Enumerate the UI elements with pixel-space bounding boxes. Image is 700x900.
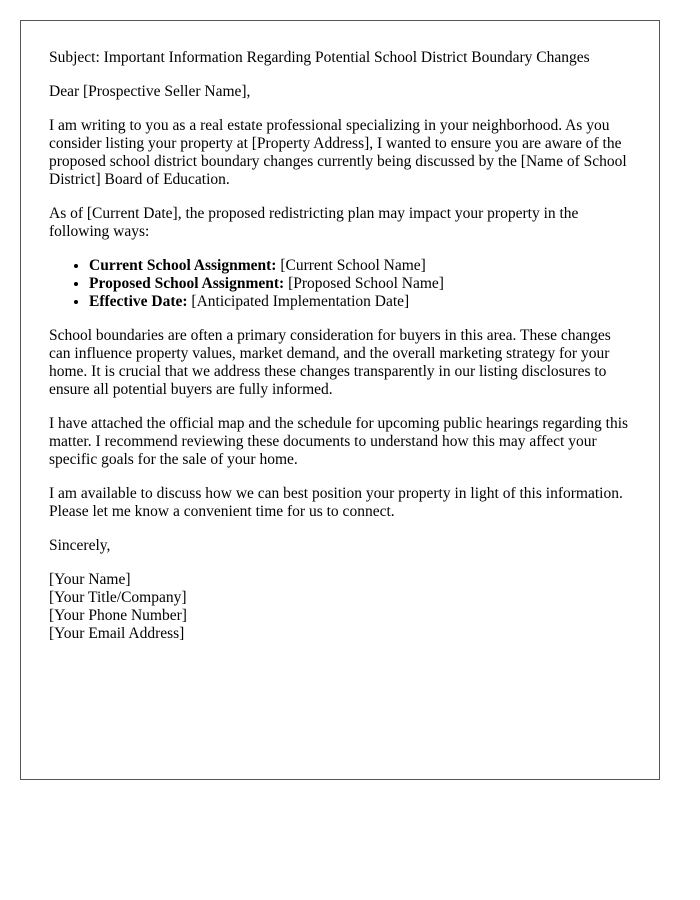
letter-subject: Subject: Important Information Regarding Potential School District Boundary Changes xyxy=(49,49,590,66)
signature-phone: [Your Phone Number] xyxy=(49,607,187,624)
signature-block xyxy=(49,571,631,643)
impact-item-value: [Anticipated Implementation Date] xyxy=(187,293,410,310)
impact-item-current-school xyxy=(89,257,631,275)
impact-item-value: [Current School Name] xyxy=(276,257,426,274)
impact-list xyxy=(49,257,631,311)
impact-item-effective-date xyxy=(89,293,631,311)
letter-closing: Sincerely, xyxy=(49,537,111,554)
letter-body xyxy=(49,49,631,643)
signature-name: [Your Name] xyxy=(49,571,131,588)
impact-item-label: Proposed School Assignment: xyxy=(89,275,285,292)
letter-paragraph-attachments: I have attached the official map and the schedule for upcoming public hearings regarding this matter. I recommend reviewing these documents to understand how this may affect your specific goals for the sale of your home. xyxy=(49,415,629,468)
letter-greeting: Dear [Prospective Seller Name], xyxy=(49,83,251,100)
impact-item-label: Effective Date: xyxy=(89,293,188,310)
impact-item-value: [Proposed School Name] xyxy=(284,275,444,292)
letter-paragraph-impact: As of [Current Date], the proposed redistricting plan may impact your property in the following ways: xyxy=(49,205,579,240)
letter-page xyxy=(20,20,660,780)
letter-paragraph-considerations: School boundaries are often a primary consideration for buyers in this area. These changes can influence property values, market demand, and the overall marketing strategy for your home. It is crucial that we address these changes transparently in our listing disclosures to ensure all potential buyers are fully informed. xyxy=(49,327,611,398)
signature-email: [Your Email Address] xyxy=(49,625,185,642)
impact-item-proposed-school xyxy=(89,275,631,293)
letter-paragraph-intro: I am writing to you as a real estate professional specializing in your neighborhood. As you consider listing your property at [Property Address], I wanted to ensure you are aware of the proposed school district boundary changes currently being discussed by the [Name of School District] Board of Education. xyxy=(49,117,627,188)
letter-paragraph-availability: I am available to discuss how we can best position your property in light of this information. Please let me know a convenient time for us to connect. xyxy=(49,485,623,520)
impact-item-label: Current School Assignment: xyxy=(89,257,277,274)
signature-title-company: [Your Title/Company] xyxy=(49,589,187,606)
